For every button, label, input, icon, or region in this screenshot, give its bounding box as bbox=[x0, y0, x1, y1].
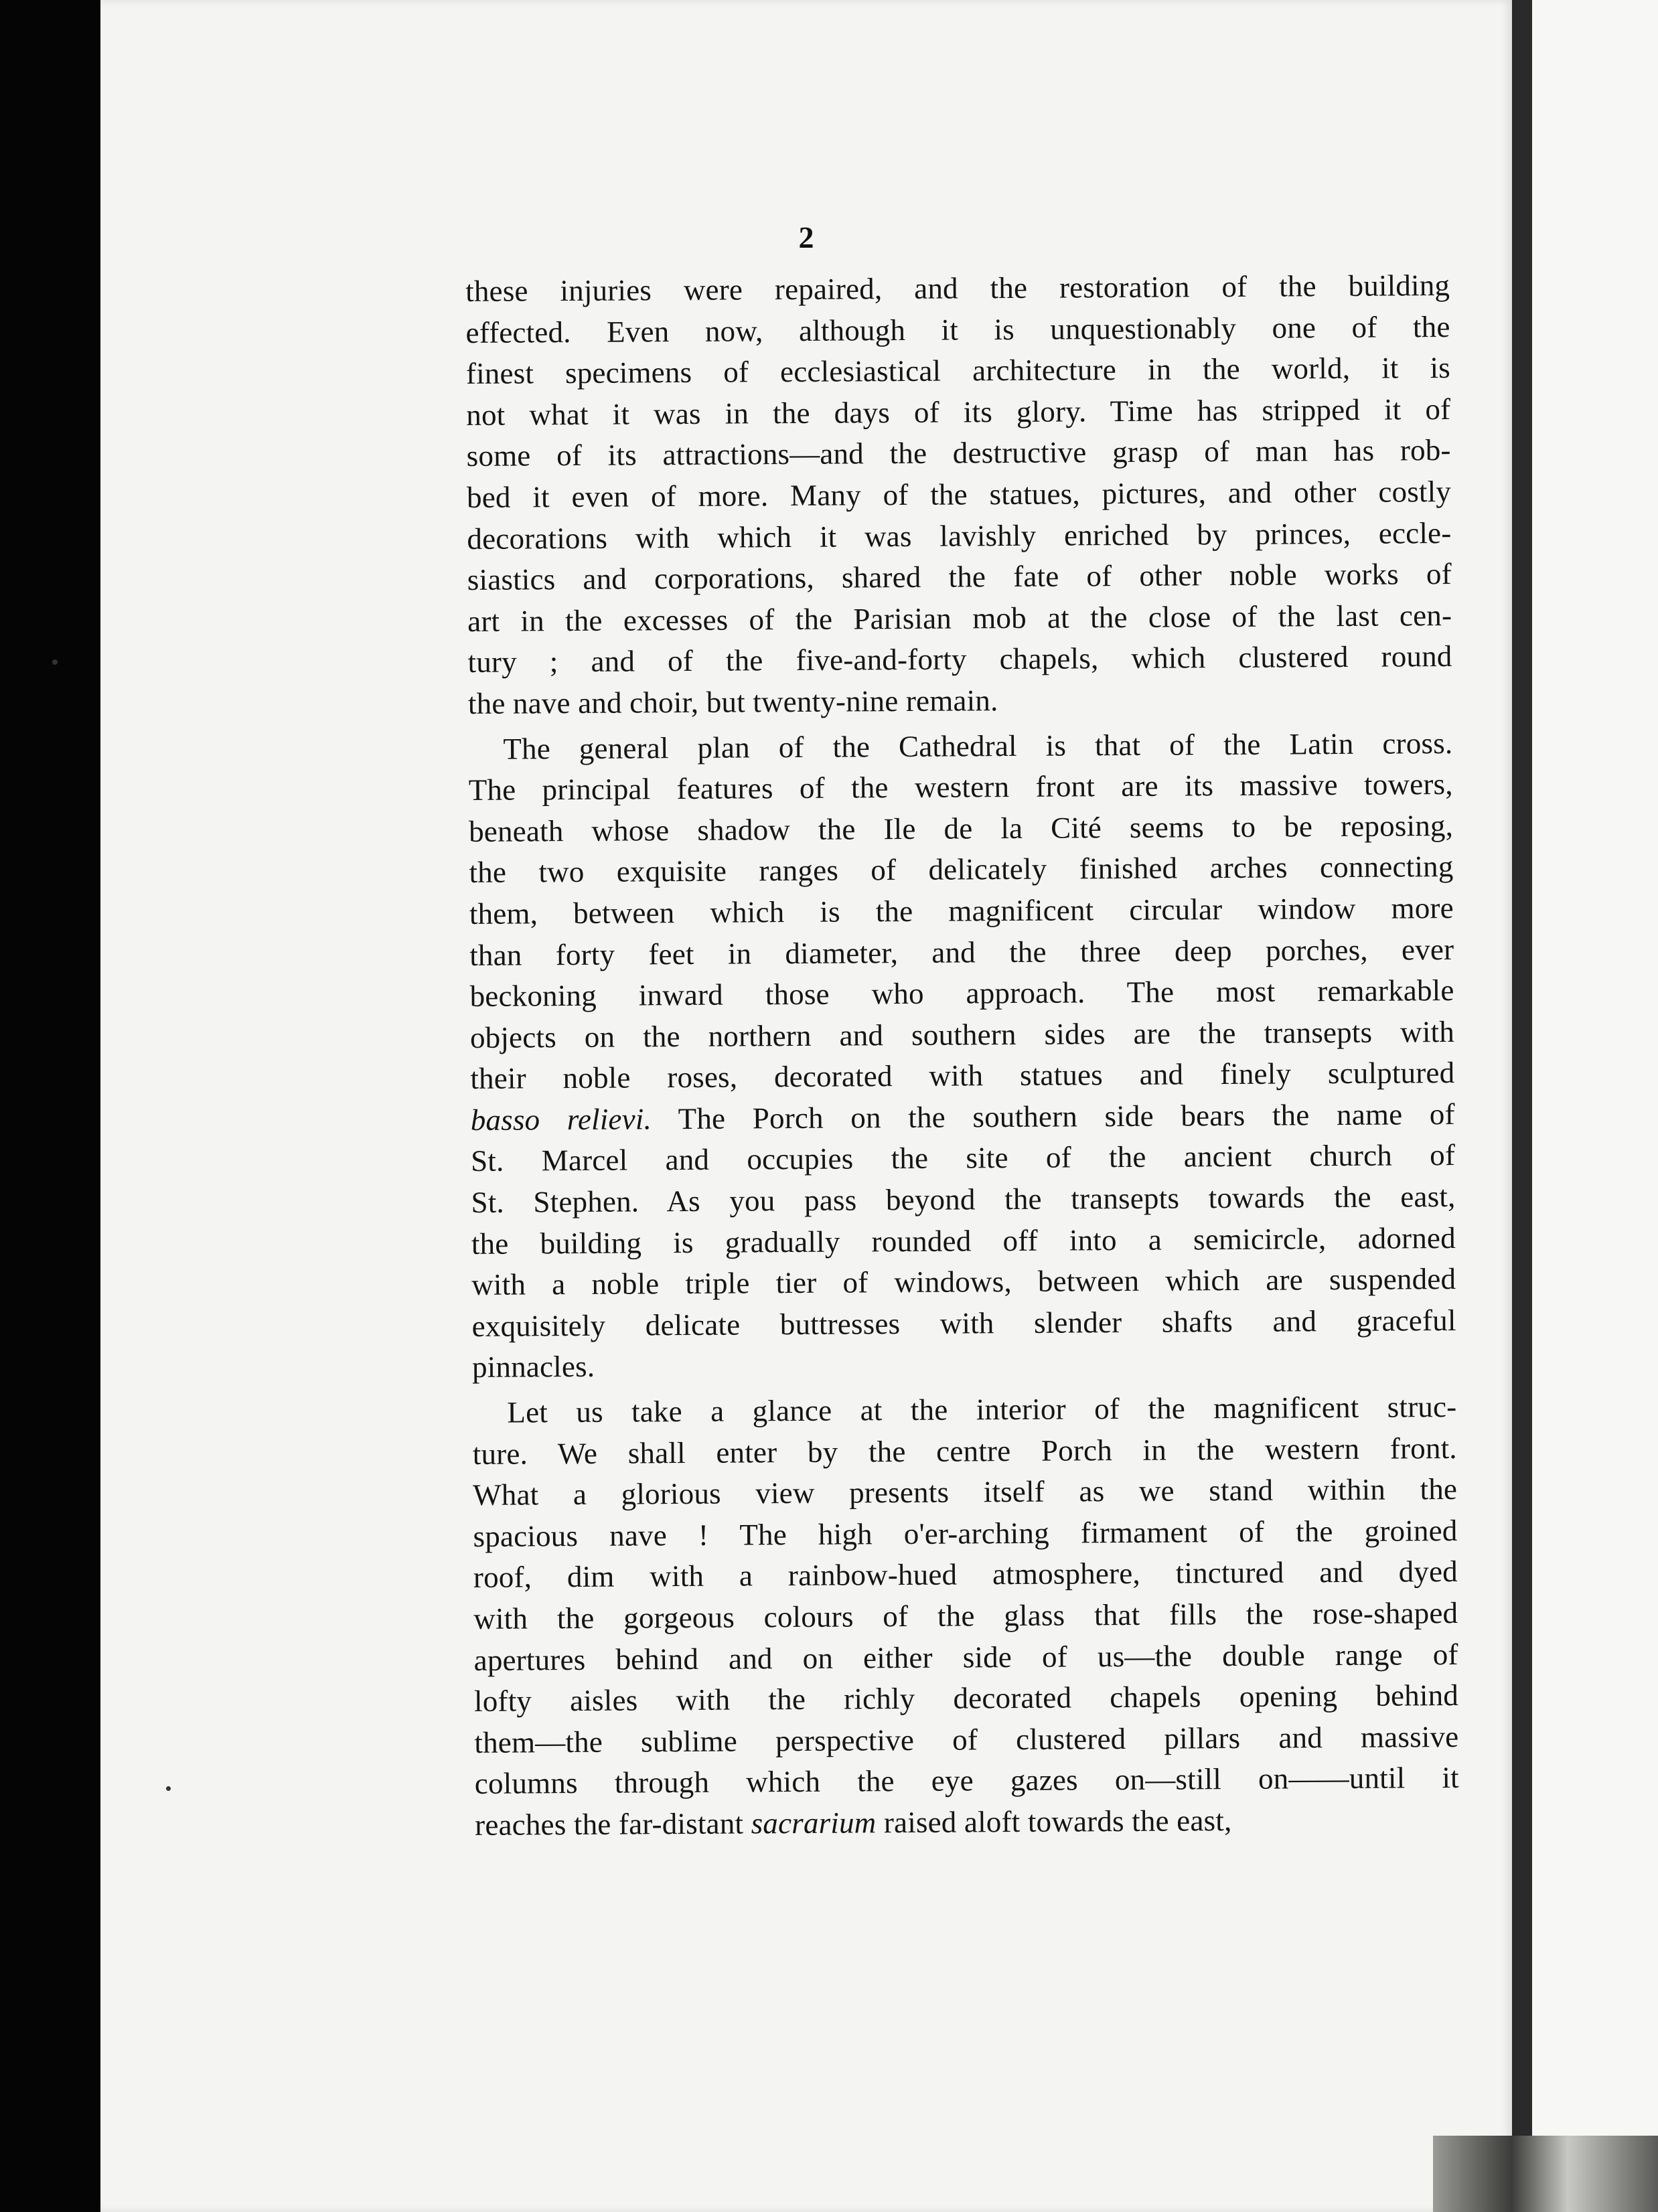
text-line: tury ; and of the five-and-forty chapels, which clustered round bbox=[467, 639, 1452, 680]
text-line: The principal features of the western front are its massive towers, bbox=[468, 767, 1453, 807]
text-line: the two exquisite ranges of delicately finished arches connecting bbox=[469, 850, 1454, 890]
text-line: spacious nave ! The high o'er-arching firmament of the groined bbox=[473, 1513, 1458, 1553]
text-line: reaches the far-distant sacrarium raised aloft towards the east, bbox=[475, 1804, 1232, 1842]
paragraph bbox=[472, 1387, 1459, 1846]
text-line: them, between which is the magnificent circular window more bbox=[469, 890, 1454, 931]
text-line: bed it even of more. Many of the statues, pictures, and other costly bbox=[466, 474, 1452, 514]
text-line: The general plan of the Cathedral is that of the Latin cross. bbox=[503, 726, 1453, 766]
text-line: roof, dim with a rainbow-hued atmosphere, tinctured and dyed bbox=[473, 1555, 1458, 1595]
text-line: with a noble triple tier of windows, between which are suspended bbox=[471, 1262, 1456, 1302]
text-line: columns through which the eye gazes on—still on——until it bbox=[474, 1761, 1459, 1801]
scan-left-border bbox=[0, 0, 100, 2212]
text-line: the nave and choir, but twenty-nine remain. bbox=[467, 684, 998, 720]
text-line: not what it was in the days of its glory. Time has stripped it of bbox=[466, 392, 1451, 432]
text-line: some of its attractions—and the destructive grasp of man has rob- bbox=[466, 433, 1451, 473]
italic-phrase: sacrarium bbox=[751, 1806, 877, 1840]
paragraph bbox=[465, 265, 1452, 724]
page-body-text bbox=[465, 265, 1459, 1846]
italic-phrase: basso relievi. bbox=[470, 1102, 652, 1137]
facing-page-edge bbox=[1532, 0, 1658, 2212]
scan-speck bbox=[52, 659, 58, 665]
text-line: What a glorious view presents itself as we stand within the bbox=[473, 1472, 1458, 1512]
page-number: 2 bbox=[798, 220, 814, 254]
text-line: Let us take a glance at the interior of the magnificent struc- bbox=[507, 1390, 1457, 1429]
text-line: ture. We shall enter by the centre Porch in the western front. bbox=[472, 1431, 1457, 1471]
text-line: decorations with which it was lavishly enriched by princes, eccle- bbox=[467, 516, 1452, 556]
page-corner-shadow bbox=[1433, 2136, 1658, 2212]
text-line: their noble roses, decorated with statues and finely sculptured bbox=[470, 1056, 1455, 1096]
paragraph bbox=[468, 723, 1456, 1389]
text-line: apertures behind and on either side of us—the double range of bbox=[473, 1637, 1458, 1677]
text-line: than forty feet in diameter, and the three deep porches, ever bbox=[469, 932, 1454, 972]
text-line: St. Stephen. As you pass beyond the transepts towards the east, bbox=[471, 1180, 1456, 1220]
book-page bbox=[100, 0, 1512, 2212]
text-line: basso relievi. The Porch on the southern side bears the name of bbox=[470, 1097, 1455, 1137]
text-line: the building is gradually rounded off into a semicircle, adorned bbox=[471, 1220, 1456, 1261]
scan-speck bbox=[166, 1786, 171, 1791]
text-line: beneath whose shadow the Ile de la Cité seems to be reposing, bbox=[468, 808, 1454, 848]
text-line: lofty aisles with the richly decorated chapels opening behind bbox=[473, 1678, 1459, 1719]
book-gutter bbox=[1512, 0, 1532, 2212]
text-line: pinnacles. bbox=[471, 1350, 595, 1385]
text-line: exquisitely delicate buttresses with slender shafts and graceful bbox=[471, 1303, 1456, 1343]
text-line: finest specimens of ecclesiastical architecture in the world, it is bbox=[465, 351, 1451, 391]
text-line: with the gorgeous colours of the glass that fills the rose-shaped bbox=[473, 1595, 1458, 1636]
text-line: objects on the northern and southern sides are the transepts with bbox=[469, 1014, 1455, 1054]
text-line: siastics and corporations, shared the fate of other noble works of bbox=[467, 557, 1452, 597]
text-line: beckoning inward those who approach. The most remarkable bbox=[469, 973, 1454, 1014]
text-line: art in the excesses of the Parisian mob at the close of the last cen- bbox=[467, 598, 1452, 638]
text-line: these injuries were repaired, and the restoration of the building bbox=[465, 268, 1450, 308]
text-line: effected. Even now, although it is unquestionably one of the bbox=[465, 309, 1450, 349]
text-line: them—the sublime perspective of clustered pillars and massive bbox=[474, 1719, 1459, 1759]
text-line: St. Marcel and occupies the site of the ancient church of bbox=[470, 1138, 1456, 1178]
